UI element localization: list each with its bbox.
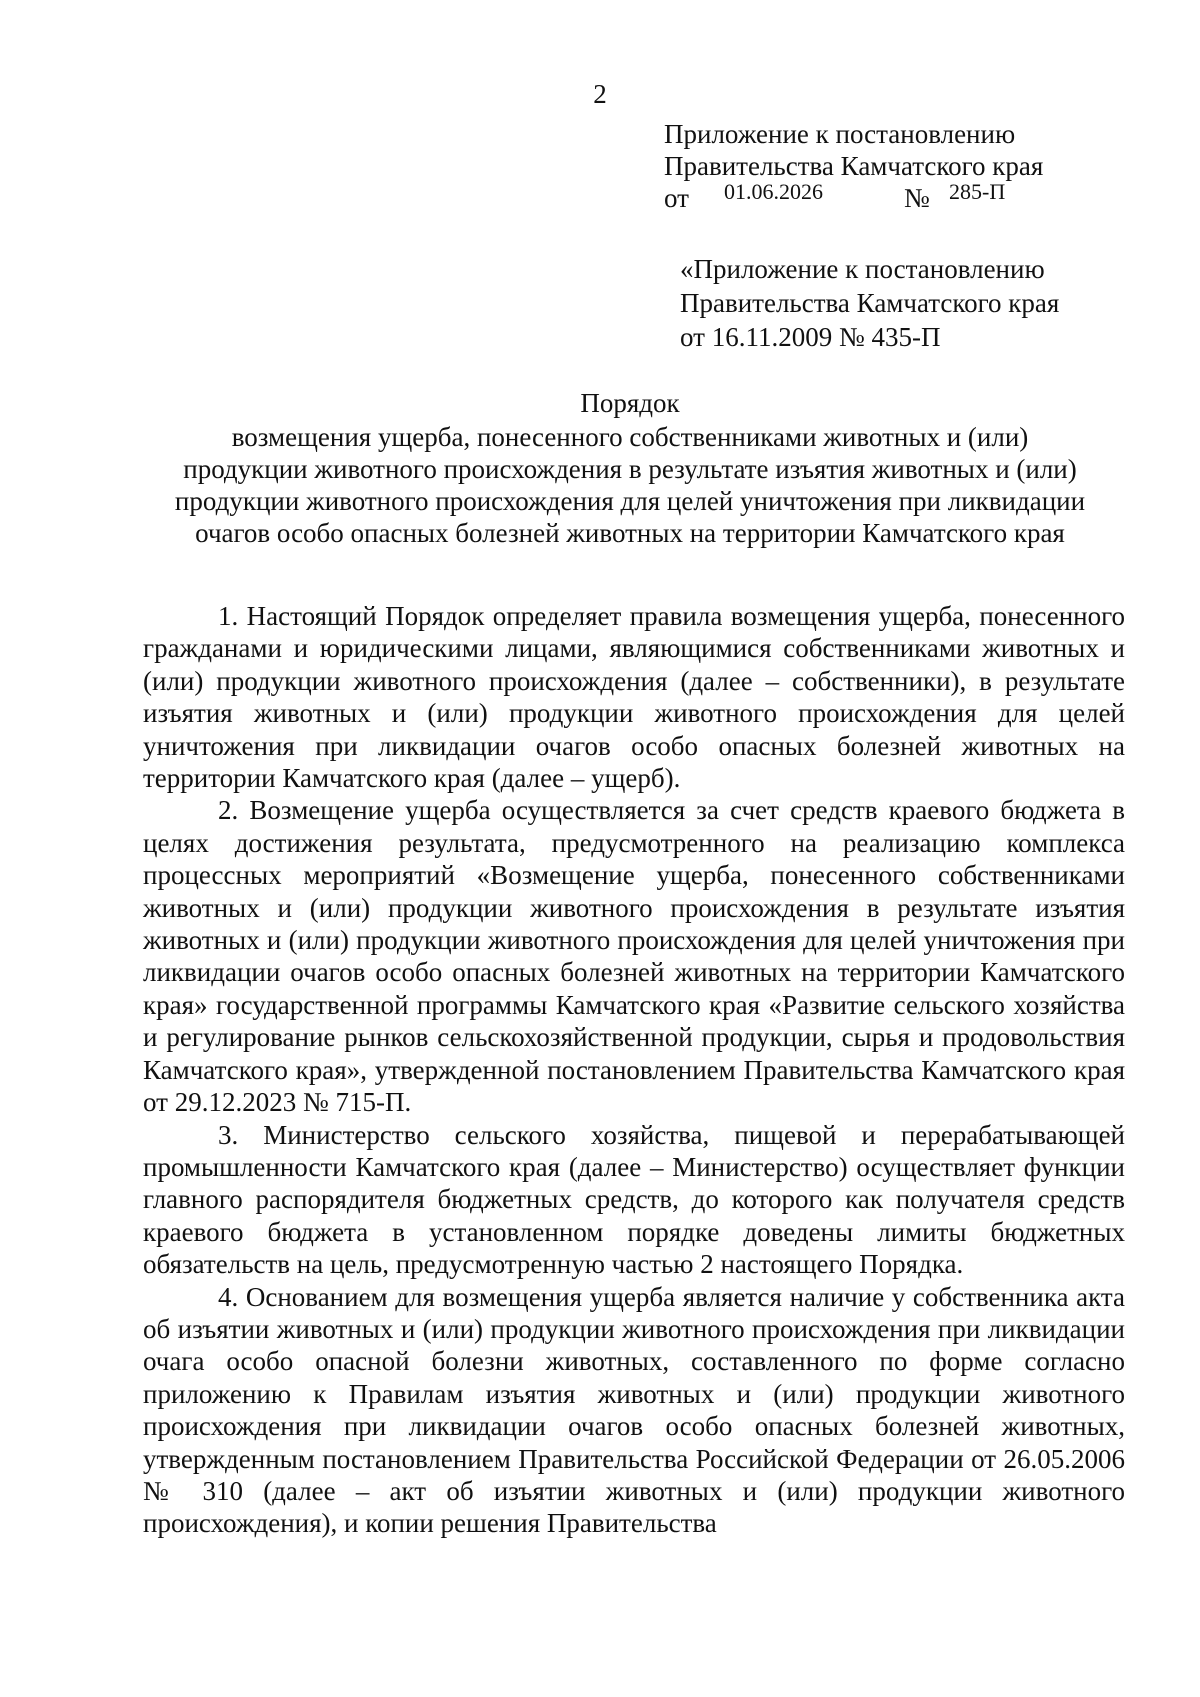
previous-appendix-line-2: Правительства Камчатского края xyxy=(680,288,1060,318)
approval-line-2: Правительства Камчатского края xyxy=(664,151,1044,181)
document-body xyxy=(143,600,1125,1540)
approval-number-sign: № xyxy=(904,183,930,213)
paragraph-3: 3. Министерство сельского хозяйства, пищевой и перерабатывающей промышленности Камчатского края (далее – Министерство) осуществляет функции главного распорядителя бюджетных средств, до которого как получателя средств краевого бюджета в установленном порядке доведены лимиты бюджетных обязательств на цель, предусмотренную частью 2 настоящего Порядка. xyxy=(143,1119,1125,1280)
title-line-4: очагов особо опасных болезней животных на территории Камчатского края xyxy=(195,518,1065,548)
approval-from-label: от xyxy=(664,183,689,213)
title-line-1: возмещения ущерба, понесенного собственниками животных и (или) xyxy=(231,422,1029,452)
approval-line-1: Приложение к постановлению xyxy=(664,119,1016,149)
paragraph-4: 4. Основанием для возмещения ущерба является наличие у собственника акта об изъятии животных и (или) продукции животного происхождения при ликвидации очага особо опасной болезни животных, составленного по форме согласно приложению к Правилам изъятия животных и (или) продукции животного происхождения при ликвидации очагов особо опасных болезней животных, утвержденным постановлением Правительства Российской Федерации от 26.05.2006 № 310 (далее – акт об изъятии животных и (или) продукции животного происхождения), и копии решения Правительства xyxy=(143,1281,1125,1539)
approval-stamp xyxy=(664,118,1144,218)
paragraph-1: 1. Настоящий Порядок определяет правила возмещения ущерба, понесенного гражданами и юридическими лицами, являющимися собственниками животных и (или) продукции животного происхождения (далее – собственники), в результате изъятия животных и (или) продукции животного происхождения для целей уничтожения при ликвидации очагов особо опасных болезней животных на территории Камчатского края (далее – ущерб). xyxy=(143,601,1125,794)
page-number: 2 xyxy=(593,79,607,109)
title-line-2: продукции животного происхождения в результате изъятия животных и (или) xyxy=(183,454,1077,484)
title-line-3: продукции животного происхождения для целей уничтожения при ликвидации xyxy=(174,486,1086,516)
approval-date-number xyxy=(664,179,1144,218)
previous-appendix-line-1: «Приложение к постановлению xyxy=(680,254,1045,284)
approval-number: 285-П xyxy=(949,179,1006,204)
previous-appendix xyxy=(680,252,1140,354)
previous-appendix-line-3: от 16.11.2009 № 435-П xyxy=(680,322,941,352)
paragraph-2: 2. Возмещение ущерба осуществляется за счет средств краевого бюджета в целях достижения результата, предусмотренного на реализацию комплекса процессных мероприятий «Возмещение ущерба, понесенного собственниками животных и (или) продукции животного происхождения в результате изъятия животных и (или) продукции животного происхождения для целей уничтожения при ликвидации очагов особо опасных болезней животных на территории Камчатского края» государственной программы Камчатского края «Развитие сельского хозяйства и регулирование рынков сельскохозяйственной продукции, сырья и продовольствия Камчатского края», утвержденной постановлением Правительства Камчатского края от 29.12.2023 № 715-П. xyxy=(143,795,1125,1118)
title-heading: Порядок xyxy=(580,388,680,418)
approval-date: 01.06.2026 xyxy=(724,179,823,204)
document-title xyxy=(140,387,1120,549)
